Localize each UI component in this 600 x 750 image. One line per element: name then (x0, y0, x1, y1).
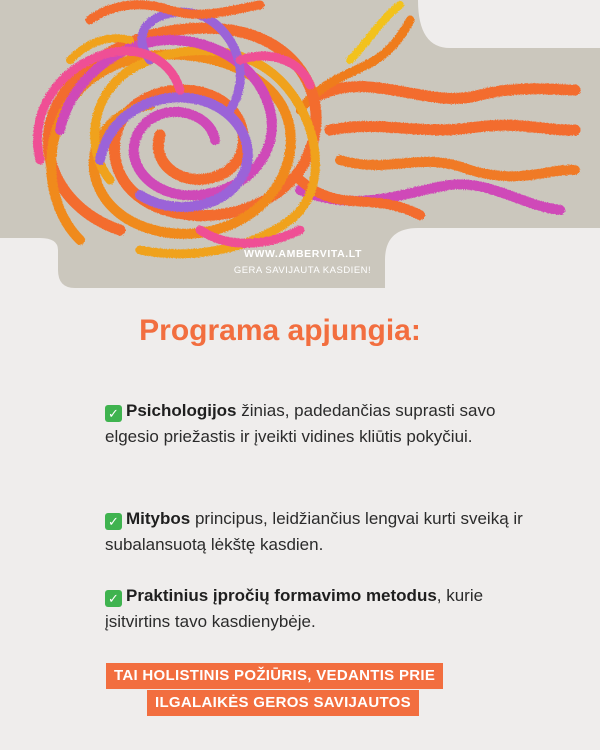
tagline: GERA SAVIJAUTA KASDIEN! (233, 265, 372, 276)
page-title: Programa apjungia: (139, 314, 421, 347)
hero-banner (0, 0, 600, 300)
item-bold: Mitybos (126, 509, 191, 528)
item-text: , kurie įsitvirtins tavo kasdienybėje. (105, 586, 484, 631)
list-item-psychology (105, 398, 525, 450)
item-text: principus, leidžiančius lengvai kurti sveiką ir subalansuotą lėkštę kasdien. (105, 509, 523, 554)
item-text: žinias, padedančias suprasti savo elgesio priežastis ir įveikti vidines kliūtis pokyčiui. (105, 401, 496, 446)
banner-line-2: ILGALAIKĖS GEROS SAVIJAUTOS (147, 690, 419, 716)
list-item-habits (105, 583, 525, 635)
item-bold: Psichologijos (126, 401, 237, 420)
site-url[interactable]: WWW.AMBERVITA.LT (243, 248, 363, 260)
banner-line-1: TAI HOLISTINIS POŽIŪRIS, VEDANTIS PRIE (106, 663, 443, 689)
check-mark-icon: ✓ (105, 405, 122, 422)
item-bold: Praktinius įpročių formavimo metodus (126, 586, 437, 605)
check-mark-icon: ✓ (105, 590, 122, 607)
list-item-nutrition (105, 506, 525, 558)
check-mark-icon: ✓ (105, 513, 122, 530)
